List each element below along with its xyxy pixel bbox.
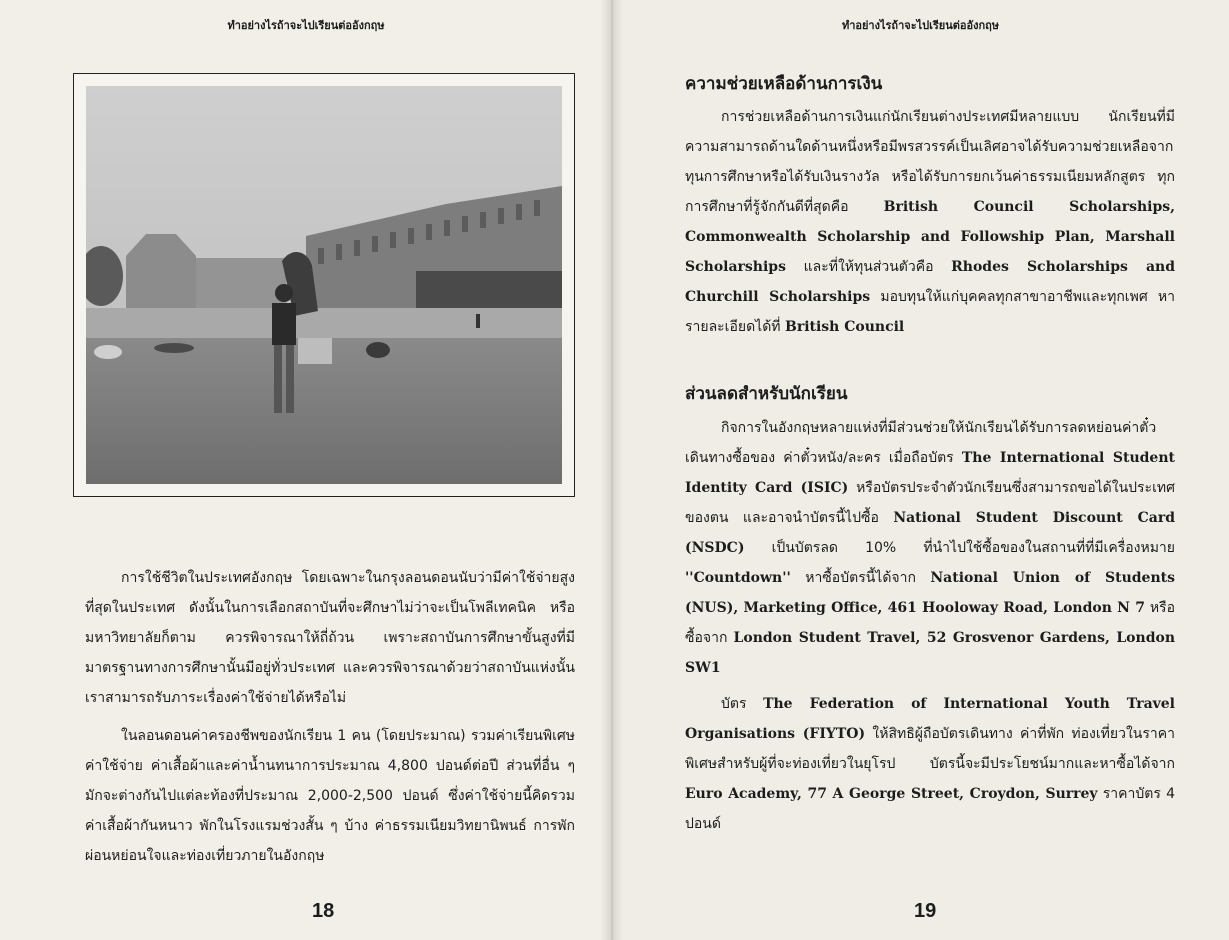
photo-illustration: [86, 86, 562, 484]
left-body-text: [85, 563, 575, 871]
student-discounts-text: [685, 413, 1175, 839]
text-run: บัตร: [721, 696, 764, 712]
text-run: หาซื้อบัตรนี้ได้จาก: [790, 570, 931, 586]
text-run: หรือบัตรประจำตัวนักเรียนซึ่งสามารถขอได้ในประเทศของตน และอาจนำบัตรนี้ไปซื้อ: [685, 480, 1175, 526]
bold-run: Rhodes Scholarships and Churchill Scholarships: [685, 259, 1175, 305]
left-page: [0, 0, 612, 940]
bold-run: British Council: [784, 319, 905, 335]
bold-run: The Federation of International Youth Travel Organisations (FIYTO): [685, 696, 1176, 742]
running-head-right: ทำอย่างไรถ้าจะไปเรียนต่ออังกฤษ: [841, 19, 1000, 32]
book-gutter: [600, 0, 624, 940]
bold-run: London Student Travel, 52 Grosvenor Gardens, London SW1: [685, 630, 1175, 676]
bold-run: British Council Scholarships, Commonwealth Scholarship and Followship Plan, Marshall Scholarships: [685, 199, 1175, 275]
bold-run: National Union of Students (NUS), Marketing Office, 461 Hooloway Road, London N 7: [685, 570, 1175, 616]
paragraph: ในลอนดอนค่าครองชีพของนักเรียน 1 คน (โดยประมาณ) รวมค่าเรียนพิเศษ ค่าใช้จ่าย ค่าเสื้อผ้าและค่าน้ำนทนาการประมาณ 4,800 ปอนด์ต่อปี ส่วนที่อื่น ๆ มักจะต่างกันไปแต่ละท้องที่ประมาณ 2,000-2,500 ปอนด์ ซึ่งค่าใช้จ่ายนี้คิดรวมค่าเสื้อผ้ากันหนาว พักในโรงแรมช่วงสั้น ๆ บ้าง ค่าธรรมเนียมวิทยานิพนธ์ การพักผ่อนหย่อนใจและท่องเที่ยวภายในอังกฤษ: [85, 728, 575, 864]
page-number-left: 18: [312, 900, 335, 922]
text-run: และที่ให้ทุนส่วนตัวคือ: [785, 259, 952, 275]
text-run: เป็นบัตรลด 10% ที่นำไปใช้ซื้อของในสถานที่ที่มีเครื่องหมาย: [744, 540, 1175, 556]
louvre-photo: [86, 86, 562, 484]
text-run: หรือซื้อจาก: [685, 600, 1175, 646]
right-page: [612, 0, 1229, 940]
bold-run: ''Countdown'': [685, 570, 791, 586]
text-run: มอบทุนให้แก่บุคคลทุกสาขาอาชีพและทุกเพศ หารายละเอียดได้ที่: [685, 289, 1176, 335]
paragraph: การใช้ชีวิตในประเทศอังกฤษ โดยเฉพาะในกรุงลอนดอนนับว่ามีค่าใช้จ่ายสูงที่สุดในประเทศ ดังนั้นในการเลือกสถาบันที่จะศึกษาไม่ว่าจะเป็นโพลีเทคนิค หรือมหาวิทยาลัยก็ตาม ควรพิจารณาให้ถี่ถ้วน เพราะสถาบันการศึกษาขั้นสูงที่มีมาตรฐานทางการศึกษานั้นมีอยู่ทั่วประเทศ และควรพิจารณาด้วยว่าสถาบันแห่งนั้นเราสามารถรับภาระเรื่องค่าใช้จ่ายได้หรือไม่: [85, 570, 575, 706]
page-number-right: 19: [914, 900, 937, 922]
bold-run: National Student Discount Card (NSDC): [685, 510, 1175, 556]
bold-run: Euro Academy, 77 A George Street, Croydon, Surrey: [685, 786, 1098, 802]
paragraph: [685, 689, 1175, 839]
bold-run: The International Student Identity Card (ISIC): [685, 450, 1175, 496]
running-head-left: ทำอย่างไรถ้าจะไปเรียนต่ออังกฤษ: [227, 19, 385, 32]
text-run: กิจการในอังกฤษหลายแห่งที่มีส่วนช่วยให้นักเรียนได้รับการลดหย่อนค่าตั๋วเดินทางซื้อของ ค่าตั๋วหนัง/ละคร เมื่อถือบัตร: [685, 420, 1157, 466]
section-heading-student-discounts: ส่วนลดสำหรับนักเรียน: [685, 384, 848, 404]
photo-frame: [73, 73, 575, 497]
paragraph: [685, 413, 1175, 683]
text-run: ให้สิทธิผู้ถือบัตรเดินทาง ค่าที่พัก ท่องเที่ยวในราคาพิเศษสำหรับผู้ที่จะท่องเที่ยวในยุโรป บัตรนี้จะมีประโยชน์มากและหาซื้อได้จาก: [685, 726, 1175, 772]
financial-aid-text: [685, 102, 1175, 342]
text-run: การช่วยเหลือด้านการเงินแก่นักเรียนต่างประเทศมีหลายแบบ นักเรียนที่มีความสามารถด้านใดด้านหนึ่งหรือมีพรสวรรค์เป็นเลิศอาจได้รับความช่วยเหลือจากทุนการศึกษาหรือได้รับเงินรางวัล หรือได้รับการยกเว้นค่าธรรมเนียมหลักสูตร ทุกการศึกษาที่รู้จักกันดีที่สุดคือ: [685, 109, 1175, 215]
paragraph: [685, 102, 1175, 342]
section-heading-financial-aid: ความช่วยเหลือด้านการเงิน: [685, 74, 883, 94]
text-run: ราคาบัตร 4 ปอนด์: [685, 786, 1175, 832]
